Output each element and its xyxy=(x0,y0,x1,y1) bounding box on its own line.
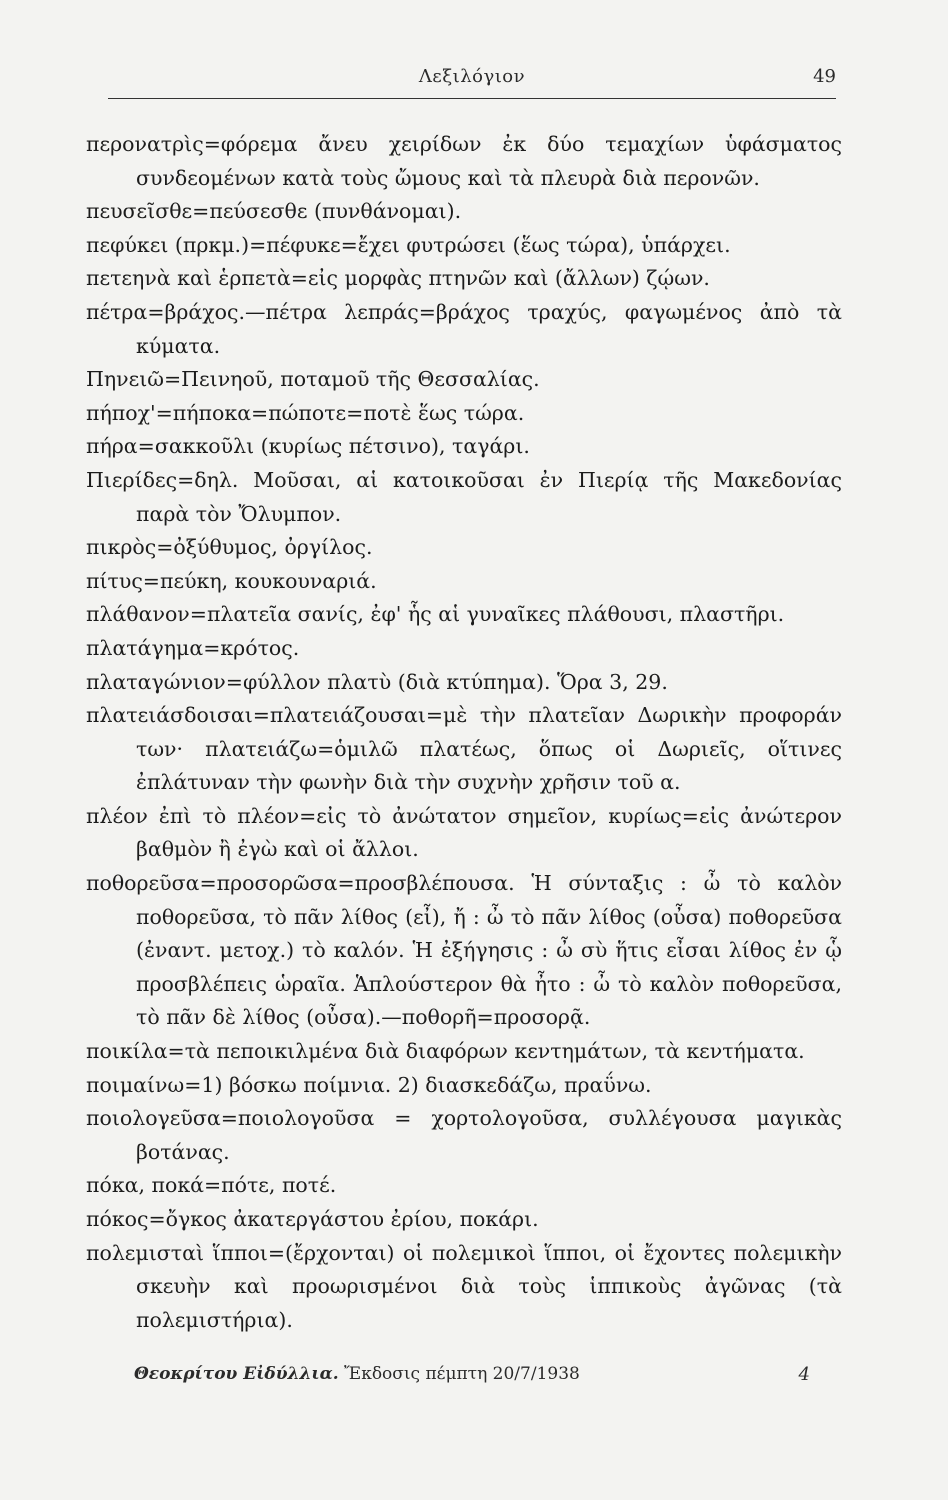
glossary-entry: πολεμισταὶ ἵπποι=(ἔρχονται) οἱ πολεμικοὶ ἵπποι, οἱ ἔχοντες πολεμικὴν σκευὴν καὶ προωρισμένοι διὰ τοὺς ἱππικοὺς ἀγῶνας (τὰ πολεμιστήρια). xyxy=(86,1240,842,1332)
page-footer xyxy=(134,1364,810,1394)
glossary-entry: πόκα, ποκά=πότε, ποτέ. xyxy=(86,1173,337,1198)
glossary-entry: πίτυς=πεύκη, κουκουναριά. xyxy=(86,568,377,593)
glossary-entry: πετεηνὰ καὶ ἑρπετὰ=εἰς μορφὰς πτηνῶν καὶ (ἄλλων) ζῴων. xyxy=(86,266,710,291)
glossary-entry: ποθορεῦσα=προσορῶσα=προσβλέπουσα. Ἡ σύνταξις : ὦ τὸ καλὸν ποθορεῦσα, τὸ πᾶν λίθος (εἶ), ἤ : ὦ τὸ πᾶν λίθος (οὖσα) ποθορεῦσα (ἐναντ. μετοχ.) τὸ καλόν. Ἡ ἐξήγησις : ὦ σὺ ἥτις εἶσαι λίθος ἐν ᾧ προσβλέπεις ὡραῖα. Ἁπλούστερον θὰ ἦτο : ὦ τὸ καλὸν ποθορεῦσα, τὸ πᾶν δὲ λίθος (οὖσα).—ποθορῆ=προσορᾷ. xyxy=(86,871,842,1030)
edition-note: Ἔκδοσις πέμπτη 20/7/1938 xyxy=(344,1364,580,1384)
glossary-entry: πλέον ἐπὶ τὸ πλέον=εἰς τὸ ἀνώτατον σημεῖον, κυρίως=εἰς ἀνώτερον βαθμὸν ἢ ἐγὼ καὶ οἱ ἄλλοι. xyxy=(86,803,842,862)
glossary-entry: πήρα=σακκοῦλι (κυρίως πέτσινο), ταγάρι. xyxy=(86,434,530,459)
book-title: Θεοκρίτου Εἰδύλλια. xyxy=(134,1364,339,1384)
glossary-entry: πλαταγώνιον=φύλλον πλατὺ (διὰ κτύπημα). Ὅρα 3, 29. xyxy=(86,669,668,694)
page-header xyxy=(108,66,836,96)
header-rule xyxy=(108,98,836,99)
signature-mark: 4 xyxy=(798,1364,810,1385)
glossary-entry: ποιμαίνω=1) βόσκω ποίμνια. 2) διασκεδάζω, πραΰνω. xyxy=(86,1072,652,1097)
glossary-entry: πόκος=ὄγκος ἀκατεργάστου ἐρίου, ποκάρι. xyxy=(86,1207,539,1231)
glossary-entry: πλατειάσδοισαι=πλατειάζουσαι=μὲ τὴν πλατεῖαν Δωρικὴν προφοράν των· πλατειάζω=ὁμιλῶ πλατέως, ὅπως οἱ Δωριεῖς, οἵτινες ἐπλάτυναν τὴν φωνὴν διὰ τὴν συχνὴν χρῆσιν τοῦ α. xyxy=(86,703,842,795)
glossary-entry: Πιερίδες=δηλ. Μοῦσαι, αἱ κατοικοῦσαι ἐν Πιερίᾳ τῆς Μακεδονίας παρὰ τὸν Ὄλυμπον. xyxy=(86,467,842,526)
glossary-entry: πευσεῖσθε=πεύσεσθε (πυνθάνομαι). xyxy=(86,199,462,224)
footer-imprint xyxy=(134,1364,580,1384)
glossary-entry: Πηνειῶ=Πεινηοῦ, ποταμοῦ τῆς Θεσσαλίας. xyxy=(86,367,540,392)
page-number: 49 xyxy=(813,66,836,87)
glossary-entry: πεφύκει (πρκμ.)=πέφυκε=ἔχει φυτρώσει (ἕως τώρα), ὑπάρχει. xyxy=(86,232,731,257)
glossary-entry: πλατάγημα=κρότος. xyxy=(86,635,300,660)
glossary-entry: πικρὸς=ὀξύθυμος, ὀργίλος. xyxy=(86,535,373,560)
glossary-entry: ποιολογεῦσα=ποιολογοῦσα = χορτολογοῦσα, συλλέγουσα μαγικὰς βοτάνας. xyxy=(86,1106,842,1164)
glossary-entry: πήποχ'=πήποκα=πώποτε=ποτὲ ἕως τώρα. xyxy=(86,400,525,425)
glossary-entry: πέτρα=βράχος.—πέτρα λεπράς=βράχος τραχύς, φαγωμένος ἀπὸ τὰ κύματα. xyxy=(86,299,842,358)
glossary-entry: περονατρὶς=φόρεμα ἄνευ χειρίδων ἐκ δύο τεμαχίων ὑφάσματος συνδεομένων κατὰ τοὺς ὤμους καὶ τὰ πλευρὰ διὰ περονῶν. xyxy=(86,132,842,190)
glossary-entry: πλάθανον=πλατεῖα σανίς, ἐφ' ἧς αἱ γυναῖκες πλάθουσι, πλαστῆρι. xyxy=(86,602,785,627)
running-title: Λεξιλόγιον xyxy=(418,66,526,87)
glossary-entry: ποικίλα=τὰ πεποικιλμένα διὰ διαφόρων κεντημάτων, τὰ κεντήματα. xyxy=(86,1039,805,1064)
glossary-entries xyxy=(86,128,842,1337)
